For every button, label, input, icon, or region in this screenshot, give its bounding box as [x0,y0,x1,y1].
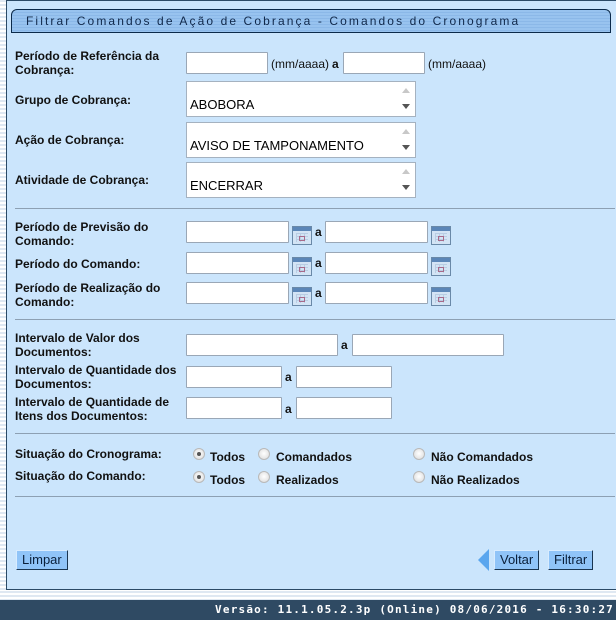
realizacao-comando-label: Período de Realização do Comando: [15,281,161,309]
radio-cronograma-comandados-label: Comandados [276,450,353,464]
calendar-icon[interactable] [431,226,451,245]
acao-cobranca-label: Ação de Cobrança: [15,133,125,147]
situacao-cronograma-label: Situação do Cronograma: [15,447,162,461]
periodo-comando-start-input[interactable] [186,252,289,274]
radio-cronograma-nao-comandados-label: Não Comandados [431,450,534,464]
grupo-cobranca-select[interactable] [186,81,416,117]
section-divider [15,496,615,497]
calendar-icon[interactable] [292,287,312,306]
atividade-cobranca-label: Atividade de Cobrança: [15,173,150,187]
atividade-cobranca-scrollbar[interactable] [398,163,415,197]
radio-cronograma-todos[interactable] [193,448,205,460]
filter-panel [6,0,616,590]
reference-period-start-input[interactable] [186,52,268,74]
radio-cronograma-nao-comandados[interactable] [413,448,425,460]
periodo-comando-end-input[interactable] [325,252,428,274]
page-title: Filtrar Comandos de Ação de Cobrança - Comandos do Cronograma [26,14,521,28]
reference-period-label: Período de Referência da Cobrança: [15,49,160,77]
previsao-comando-start-input[interactable] [186,221,289,243]
realizacao-comando-start-input[interactable] [186,282,289,304]
quantidade-itens-separator: a [285,402,292,416]
scroll-up-icon[interactable] [402,129,410,134]
realizacao-comando-end-input[interactable] [325,282,428,304]
scroll-down-icon[interactable] [402,185,410,190]
grupo-cobranca-label: Grupo de Cobrança: [15,93,132,107]
reference-period-format-hint-start: (mm/aaaa) [271,57,330,71]
title-bar [11,9,611,33]
acao-cobranca-scrollbar[interactable] [398,123,415,157]
radio-comando-todos[interactable] [193,471,205,483]
calendar-icon[interactable] [431,257,451,276]
realizacao-comando-separator: a [315,286,322,300]
quantidade-itens-start-input[interactable] [186,397,282,419]
reference-period-end-input[interactable] [343,52,425,74]
atividade-cobranca-value: ENCERRAR [190,178,263,193]
previsao-comando-label: Período de Previsão do Comando: [15,220,149,248]
periodo-comando-separator: a [315,256,322,270]
radio-cronograma-todos-label: Todos [210,450,246,464]
previsao-comando-separator: a [315,225,322,239]
footer-bar [0,600,616,620]
back-arrow-icon[interactable] [478,549,489,571]
situacao-comando-label: Situação do Comando: [15,469,146,483]
clear-button[interactable]: Limpar [16,550,68,570]
section-divider [15,208,615,209]
quantidade-documentos-end-input[interactable] [296,366,392,388]
radio-cronograma-comandados[interactable] [258,448,270,460]
reference-period-separator: a [332,57,339,71]
grupo-cobranca-value: ABOBORA [190,97,255,112]
section-divider [15,433,615,434]
footer-spacer [0,591,616,600]
valor-documentos-end-input[interactable] [352,334,504,356]
calendar-icon[interactable] [292,257,312,276]
valor-documentos-separator: a [341,338,348,352]
radio-comando-realizados-label: Realizados [276,473,339,487]
quantidade-documentos-start-input[interactable] [186,366,282,388]
filter-button[interactable]: Filtrar [548,550,593,570]
grupo-cobranca-scrollbar[interactable] [398,82,415,116]
valor-documentos-start-input[interactable] [186,334,338,356]
section-divider [15,319,615,320]
radio-comando-todos-label: Todos [210,473,246,487]
quantidade-documentos-label: Intervalo de Quantidade dos Documentos: [15,363,177,391]
atividade-cobranca-select[interactable] [186,162,416,198]
radio-comando-realizados[interactable] [258,471,270,483]
reference-period-format-hint-end: (mm/aaaa) [428,57,487,71]
periodo-comando-label: Período do Comando: [15,257,141,271]
radio-comando-nao-realizados[interactable] [413,471,425,483]
quantidade-documentos-separator: a [285,370,292,384]
previsao-comando-end-input[interactable] [325,221,428,243]
calendar-icon[interactable] [431,287,451,306]
valor-documentos-label: Intervalo de Valor dos Documentos: [15,331,140,359]
quantidade-itens-end-input[interactable] [296,397,392,419]
scroll-down-icon[interactable] [402,104,410,109]
quantidade-itens-label: Intervalo de Quantidade de Itens dos Documentos: [15,395,170,423]
calendar-icon[interactable] [292,226,312,245]
radio-comando-nao-realizados-label: Não Realizados [431,473,520,487]
version-text: Versão: 11.1.05.2.3p (Online) 08/06/2016 - 16:30:27 [215,603,614,616]
acao-cobranca-value: AVISO DE TAMPONAMENTO [190,138,364,153]
scroll-down-icon[interactable] [402,145,410,150]
scroll-up-icon[interactable] [402,88,410,93]
back-button[interactable]: Voltar [494,550,539,570]
acao-cobranca-select[interactable] [186,122,416,158]
scroll-up-icon[interactable] [402,169,410,174]
